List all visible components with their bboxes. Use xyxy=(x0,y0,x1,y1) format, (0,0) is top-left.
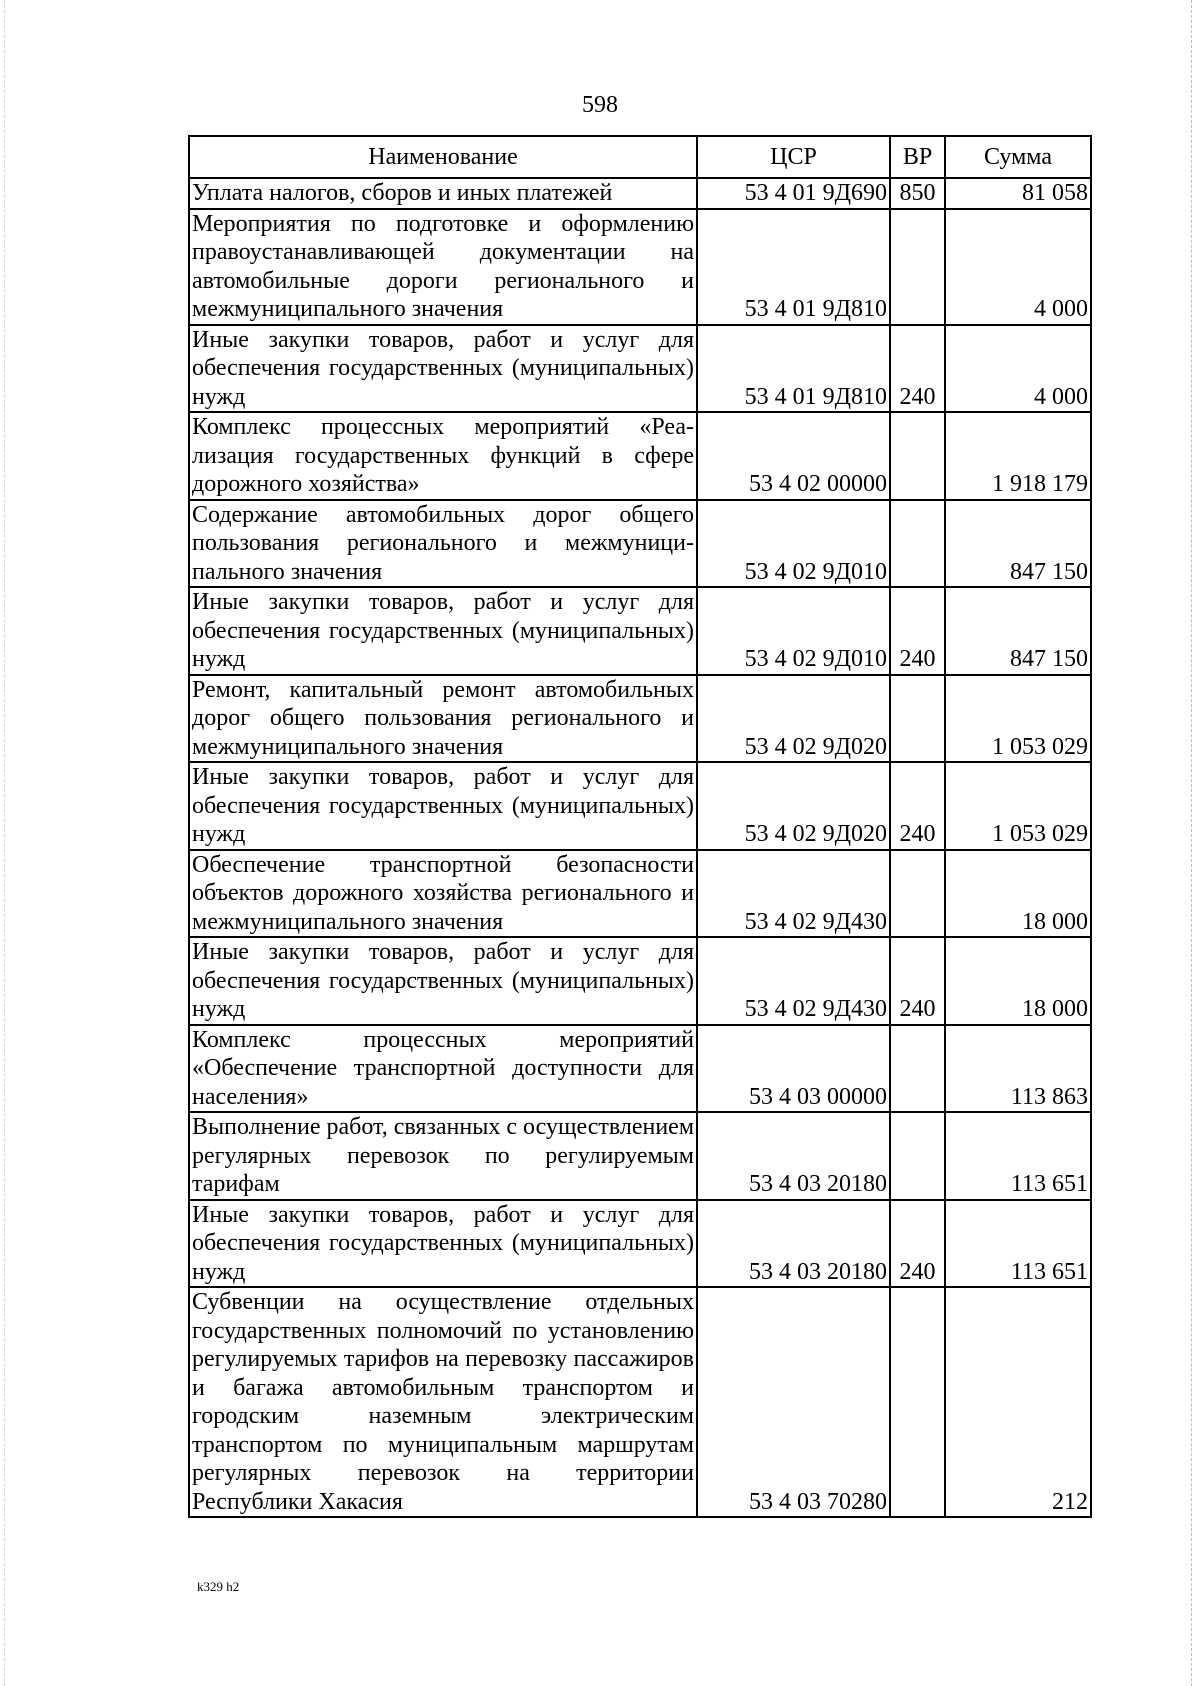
row-name: Комплекс процессных мероприятий «Обеспечение транспортной доступности для населения» xyxy=(189,1025,697,1113)
row-vr xyxy=(890,1112,945,1200)
table-row xyxy=(189,1200,1091,1288)
row-sum: 847 150 xyxy=(945,587,1091,675)
table-row xyxy=(189,1025,1091,1113)
row-name: Иные закупки товаров, работ и услуг для обеспечения государственных (муниципальных) нужд xyxy=(189,937,697,1025)
table-row xyxy=(189,675,1091,763)
row-csr: 53 4 01 9Д690 xyxy=(697,178,890,209)
row-csr: 53 4 01 9Д810 xyxy=(697,325,890,413)
row-sum: 1 918 179 xyxy=(945,412,1091,500)
row-vr: 240 xyxy=(890,937,945,1025)
row-name: Ремонт, капитальный ремонт автомобильных дорог общего пользования регионального и межмуниципального значения xyxy=(189,675,697,763)
row-csr: 53 4 03 20180 xyxy=(697,1112,890,1200)
row-vr xyxy=(890,675,945,763)
row-sum: 847 150 xyxy=(945,500,1091,588)
row-sum: 4 000 xyxy=(945,325,1091,413)
table-row xyxy=(189,762,1091,850)
row-sum: 113 651 xyxy=(945,1112,1091,1200)
table-row xyxy=(189,500,1091,588)
row-name: Уплата налогов, сборов и иных платежей xyxy=(189,178,697,209)
row-name: Комплекс процессных мероприятий «Реализация государственных функций в сфере дорожного хозяйства» xyxy=(189,412,697,500)
row-vr xyxy=(890,1025,945,1113)
row-csr: 53 4 02 9Д430 xyxy=(697,850,890,938)
row-csr: 53 4 02 9Д010 xyxy=(697,587,890,675)
footer-code: k329 h2 xyxy=(197,1579,240,1594)
table-row xyxy=(189,587,1091,675)
row-name: Иные закупки товаров, работ и услуг для обеспечения государственных (муниципальных) нужд xyxy=(189,762,697,850)
row-name: Субвенции на осуществление отдельных государственных полномочий по установлению регулируемых тарифов на перевозку пассажиров и багажа автомобильным транспортом и городским наземным электрическим транспортом по муниципальным маршрутам регулярных перевозок на территории Республики Хакасия xyxy=(189,1287,697,1517)
row-vr xyxy=(890,1287,945,1517)
row-vr xyxy=(890,412,945,500)
header-vr: ВР xyxy=(890,136,945,178)
row-vr: 240 xyxy=(890,1200,945,1288)
row-vr xyxy=(890,850,945,938)
table-row xyxy=(189,1112,1091,1200)
row-sum: 81 058 xyxy=(945,178,1091,209)
row-csr: 53 4 02 9Д430 xyxy=(697,937,890,1025)
row-sum: 18 000 xyxy=(945,937,1091,1025)
table-row xyxy=(189,325,1091,413)
table-row xyxy=(189,412,1091,500)
table-row xyxy=(189,178,1091,209)
row-csr: 53 4 03 70280 xyxy=(697,1287,890,1517)
row-name: Иные закупки товаров, работ и услуг для обеспечения государственных (муниципальных) нужд xyxy=(189,325,697,413)
row-name: Иные закупки товаров, работ и услуг для обеспечения государственных (муниципальных) нужд xyxy=(189,1200,697,1288)
table-row xyxy=(189,1287,1091,1517)
row-csr: 53 4 02 9Д010 xyxy=(697,500,890,588)
row-name: Обеспечение транспортной безопасности объектов дорожного хозяйства регионального и межмуниципального значения xyxy=(189,850,697,938)
row-sum: 1 053 029 xyxy=(945,762,1091,850)
row-csr: 53 4 03 00000 xyxy=(697,1025,890,1113)
header-csr: ЦСР xyxy=(697,136,890,178)
row-csr: 53 4 02 00000 xyxy=(697,412,890,500)
row-vr: 850 xyxy=(890,178,945,209)
row-name: Содержание автомобильных дорог общего пользования регионального и межмуниципального значения xyxy=(189,500,697,588)
header-row xyxy=(189,136,1091,178)
row-vr: 240 xyxy=(890,325,945,413)
row-vr xyxy=(890,209,945,325)
row-sum: 113 863 xyxy=(945,1025,1091,1113)
scan-edge-left xyxy=(4,0,6,1686)
row-sum: 18 000 xyxy=(945,850,1091,938)
row-sum: 113 651 xyxy=(945,1200,1091,1288)
row-name: Выполнение работ, связанных с осуществлением регулярных перевозок по регулируемым тарифам xyxy=(189,1112,697,1200)
scan-edge-right xyxy=(1190,0,1192,1686)
row-sum: 212 xyxy=(945,1287,1091,1517)
row-vr xyxy=(890,500,945,588)
page-number: 598 xyxy=(582,92,618,118)
header-name: Наименование xyxy=(189,136,697,178)
row-csr: 53 4 01 9Д810 xyxy=(697,209,890,325)
row-name: Мероприятия по подготовке и оформлению правоустанавливающей документации на автомобильные дороги регионального и межмуниципального значения xyxy=(189,209,697,325)
table-row xyxy=(189,850,1091,938)
row-csr: 53 4 03 20180 xyxy=(697,1200,890,1288)
row-name: Иные закупки товаров, работ и услуг для обеспечения государственных (муниципальных) нужд xyxy=(189,587,697,675)
row-sum: 1 053 029 xyxy=(945,675,1091,763)
budget-table xyxy=(188,135,1092,1518)
table-row xyxy=(189,209,1091,325)
row-csr: 53 4 02 9Д020 xyxy=(697,762,890,850)
row-vr: 240 xyxy=(890,762,945,850)
row-vr: 240 xyxy=(890,587,945,675)
row-csr: 53 4 02 9Д020 xyxy=(697,675,890,763)
table-row xyxy=(189,937,1091,1025)
header-sum: Сумма xyxy=(945,136,1091,178)
table-header xyxy=(189,136,1091,178)
row-sum: 4 000 xyxy=(945,209,1091,325)
table-body xyxy=(189,178,1091,1517)
